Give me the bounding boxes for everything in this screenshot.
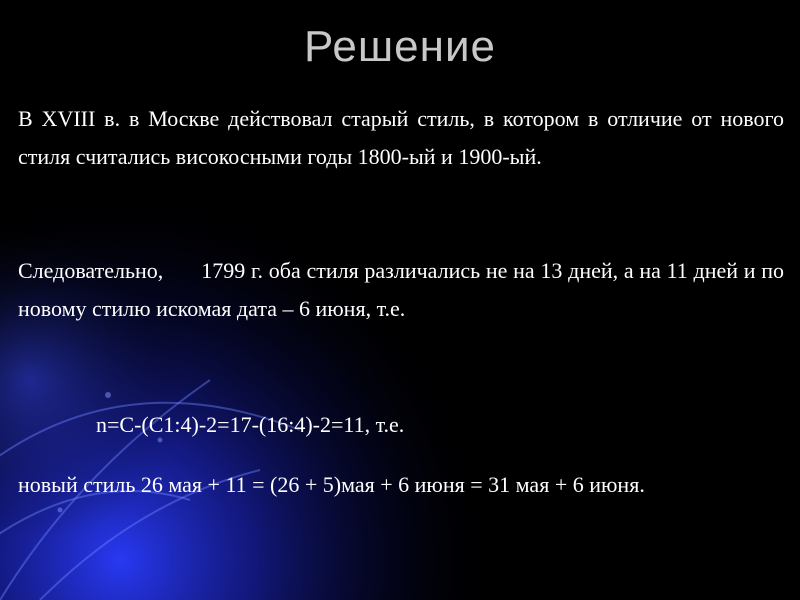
- formula: n=C-(C1:4)-2=17-(16:4)-2=11, т.е.: [96, 412, 405, 437]
- paragraph-consequence-lead: Следовательно,: [18, 258, 164, 283]
- paragraph-consequence-body: 1799 г. оба стиля различались не на 13 дней, а на 11 дней и по новому стилю искомая дата – 6 июня, т.е.: [18, 258, 784, 321]
- slide-title: Решение: [303, 22, 496, 71]
- paragraph-result: новый стиль 26 мая + 11 = (26 + 5)мая + 6 июня = 31 мая + 6 июня.: [18, 472, 645, 497]
- paragraph-consequence: [18, 252, 784, 328]
- paragraph-intro: В XVIII в. в Москве действовал старый стиль, в котором в отличие от нового стиля считались високосными годы 1800-ый и 1900-ый.: [18, 106, 784, 169]
